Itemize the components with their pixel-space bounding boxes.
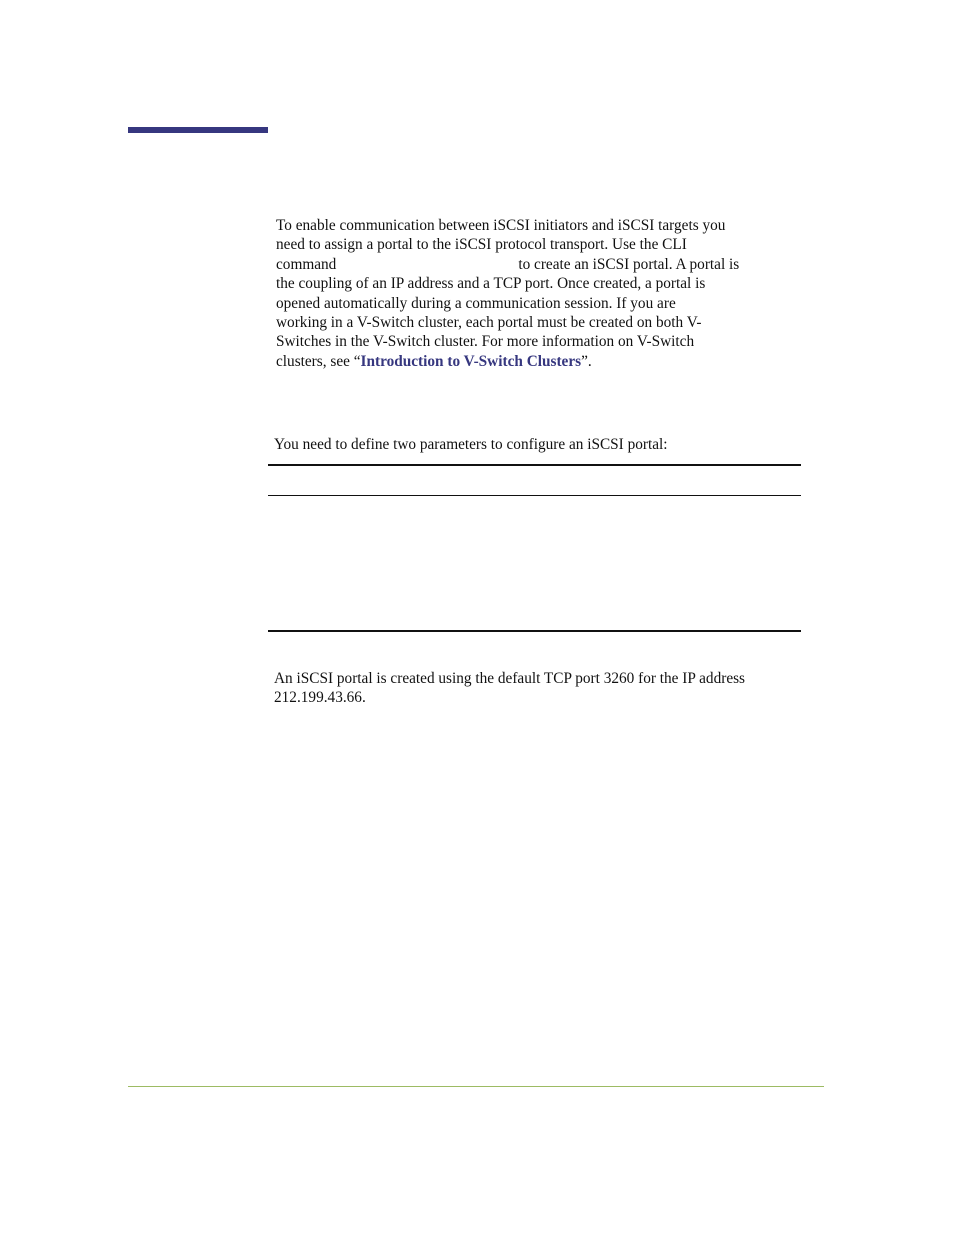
parameter-table xyxy=(268,464,801,634)
table-header-rule xyxy=(268,495,801,496)
intro-line: working in a V-Switch cluster, each portal must be created on both V- xyxy=(276,314,702,332)
footer-rule xyxy=(128,1086,824,1087)
vswitch-clusters-link[interactable]: Introduction to V-Switch Clusters xyxy=(360,352,582,370)
intro-line: To enable communication between iSCSI initiators and iSCSI targets you xyxy=(276,217,726,234)
intro-line: Switches in the V-Switch cluster. For more information on V-Switch xyxy=(276,333,695,351)
intro-line: opened automatically during a communication session. If you are xyxy=(276,294,676,312)
intro-line: ”. xyxy=(581,352,592,370)
table-bottom-rule xyxy=(268,630,801,632)
intro-paragraph xyxy=(276,216,796,371)
intro-line: to create an iSCSI portal. A portal is xyxy=(518,255,740,273)
section-header-bar xyxy=(128,127,268,133)
example-paragraph xyxy=(274,669,804,708)
parameters-intro: You need to define two parameters to configure an iSCSI portal: xyxy=(274,436,668,453)
intro-line: command xyxy=(276,255,337,273)
example-line: An iSCSI portal is created using the default TCP port 3260 for the IP address xyxy=(274,670,746,687)
table-top-rule xyxy=(268,464,801,466)
intro-line: need to assign a portal to the iSCSI protocol transport. Use the CLI xyxy=(276,236,687,254)
intro-line: clusters, see “ xyxy=(276,352,361,370)
intro-line: the coupling of an IP address and a TCP port. Once created, a portal is xyxy=(276,275,706,293)
example-line: 212.199.43.66. xyxy=(274,689,366,707)
